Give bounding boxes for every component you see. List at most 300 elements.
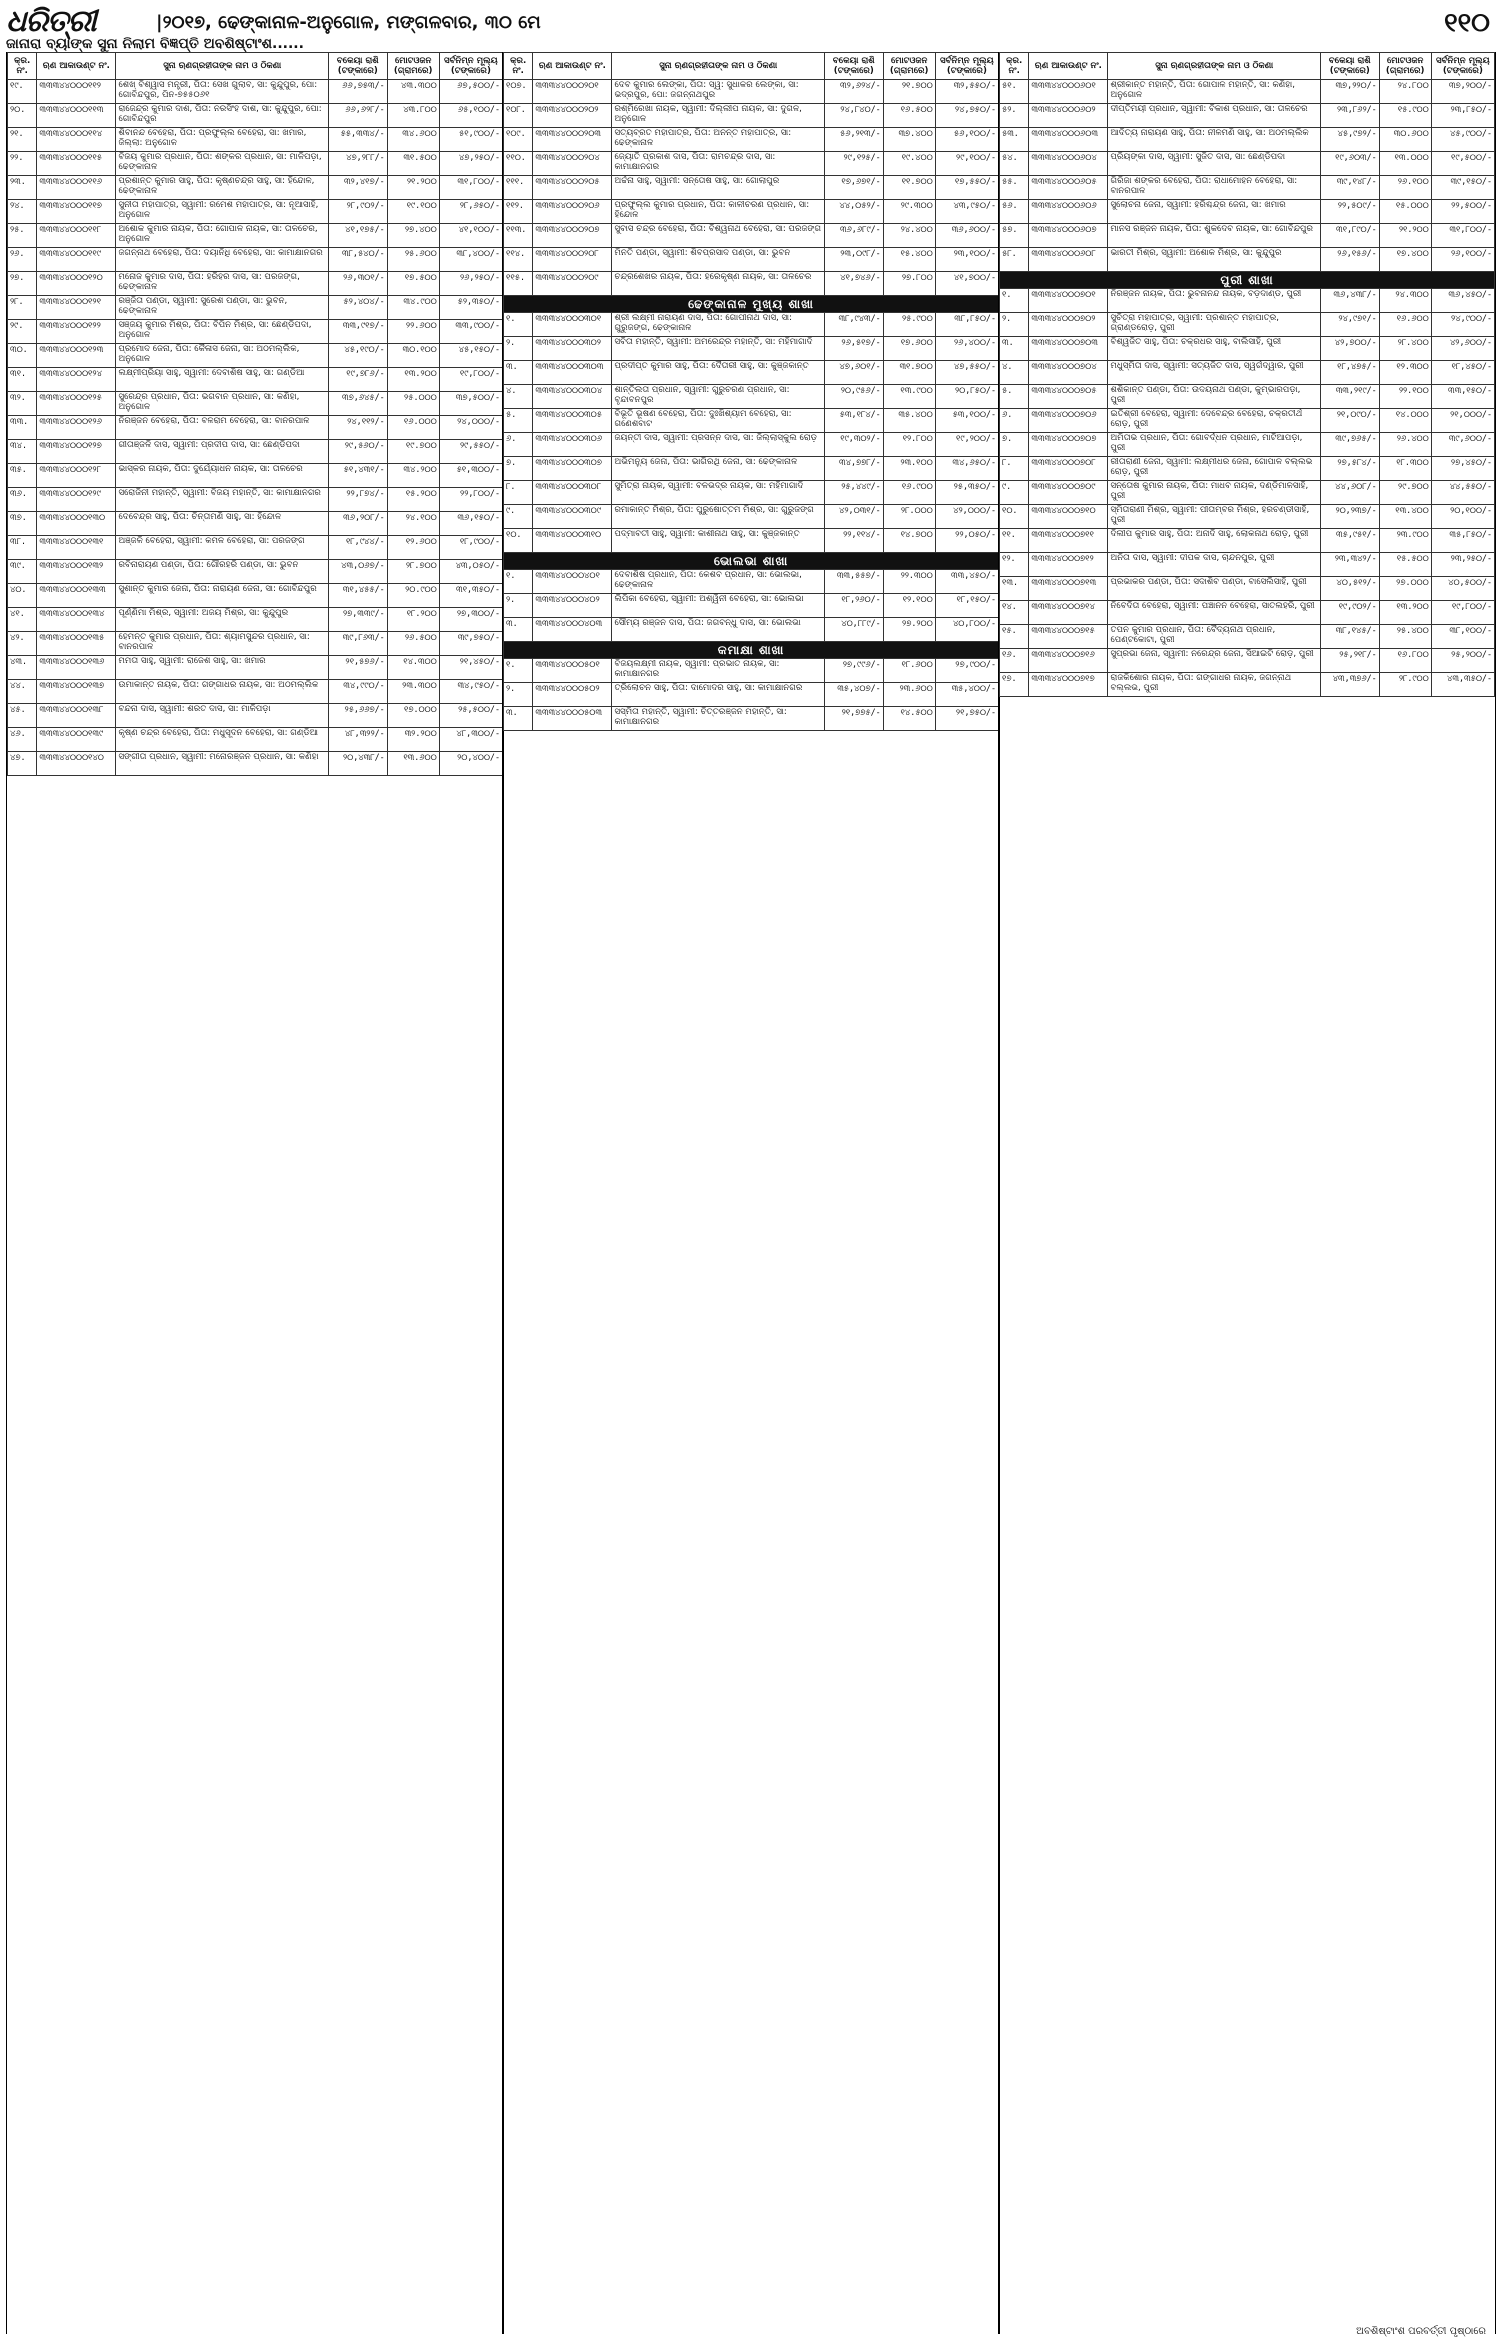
borrower-name-address: ଶ୍ରୀକାନ୍ତ ମହାନ୍ତି, ପିତା: ଗୋପାଳ ମହାନ୍ତି, ସା: କଣିହା, ଅନୁଗୋଳ (1108, 80, 1320, 104)
borrower-name-address: ସସ୍ମିତା ମହାନ୍ତି, ସ୍ୱାମୀ: ଚିତ୍ତରଞ୍ଜନ ମହାନ୍ତି, ସା: କାମାକ୍ଷାନଗର (612, 707, 824, 731)
table-row (1000, 200, 1495, 224)
outstanding-amount: ୩୩,୨୧୯/- (1320, 385, 1379, 409)
reserve-price: ୩୫,୮୫୦/- (1431, 529, 1494, 553)
table-row (8, 584, 503, 608)
loan-account-number: ୩୩୩୪୪୦୦୦୭୧୨ (1029, 553, 1108, 577)
borrower-name-address: ଭାରତୀ ମିଶ୍ର, ସ୍ୱାମୀ: ଅଶୋକ ମିଶ୍ର, ସା: କୁନ୍ଦୁପୁର (1108, 248, 1320, 272)
gold-weight: ୧୩.୦୦୦ (1379, 152, 1431, 176)
reserve-price: ୨୩,୧୦୦/- (935, 248, 998, 272)
outstanding-amount: ୩୪,୭୭୮/- (824, 457, 883, 481)
serial-number: ୩୧. (8, 368, 37, 392)
table-row (1000, 433, 1495, 457)
serial-number: ୧୪. (1000, 601, 1029, 625)
dateline: |୨୦୧୭, ଢେଙ୍କାନାଳ-ଅନୁଗୋଳ, ମଙ୍ଗଳବାର, ୩୦ ମେ (156, 12, 541, 33)
reserve-price: ୩୮,୪୦୦/- (439, 248, 502, 272)
gold-weight: ୧୮.୬୦୦ (883, 659, 935, 683)
gold-weight: ୨୧.୭୦୦ (883, 80, 935, 104)
outstanding-amount: ୧୮,୪୭୫/- (1320, 361, 1379, 385)
borrower-name-address: ଅଭିମନ୍ୟୁ ଜେନା, ପିତା: ଭାଗିରଥି ଜେନା, ସା: ଢେଙ୍କାନାଳ (612, 457, 824, 481)
gold-weight: ୪୩.୩୦୦ (387, 80, 439, 104)
borrower-name-address: ଜଗନ୍ନାଥ ବେହେରା, ପିତା: ଦୟାନିଧି ବେହେରା, ସା: କାମାକ୍ଷାନଗର (116, 248, 328, 272)
outstanding-amount: ୨୫,୨୧୮/- (1320, 649, 1379, 673)
loan-account-number: ୩୩୩୪୪୦୦୦୪୦୩ (533, 618, 612, 642)
loan-account-number: ୩୩୩୪୪୦୦୦୧୨୪ (37, 368, 116, 392)
gold-weight: ୩୨.୨୦୦ (387, 728, 439, 752)
borrower-name-address: ମିନତି ପଣ୍ଡା, ସ୍ୱାମୀ: ଶିବପ୍ରସାଦ ପଣ୍ଡା, ସା: ଭୁବନ (612, 248, 824, 272)
serial-number: ୪୫. (8, 704, 37, 728)
serial-number: ୩୩. (8, 416, 37, 440)
table-row (8, 632, 503, 656)
gold-weight: ୧୭.୪୦୦ (1379, 248, 1431, 272)
loan-account-number: ୩୩୩୪୪୦୦୦୧୩୩ (37, 584, 116, 608)
gold-weight: ୩୭.୪୦୦ (883, 128, 935, 152)
serial-number: ୨୮. (8, 296, 37, 320)
gold-weight: ୨୭.୮୦୦ (883, 272, 935, 296)
gold-weight: ୨୫.୯୦୦ (883, 313, 935, 337)
loan-account-number: ୩୩୩୪୪୦୦୦୧୧୭ (37, 200, 116, 224)
table-row (504, 529, 999, 553)
header-name: ସୁନା ଋଣଗ୍ରହୀତାଙ୍କ ନାମ ଓ ଠିକଣା (612, 53, 824, 80)
reserve-price: ୨୨,୫୦୦/- (1431, 200, 1494, 224)
borrower-name-address: ସତ୍ୟବ୍ରତ ମହାପାତ୍ର, ପିତା: ଅନନ୍ତ ମହାପାତ୍ର, ସା: ଢେଙ୍କାନାଳ (612, 128, 824, 152)
loan-account-number: ୩୩୩୪୪୦୦୦୭୧୩ (1029, 577, 1108, 601)
reserve-price: ୨୪,୦୦୦/- (439, 416, 502, 440)
borrower-name-address: ହେମନ୍ତ କୁମାର ପ୍ରଧାନ, ପିତା: ଶ୍ୟାମସୁନ୍ଦର ପ୍ରଧାନ, ସା: ବାନରପାଳ (116, 632, 328, 656)
reserve-price: ୩୧,୩୫୦/- (439, 584, 502, 608)
outstanding-amount: ୪୫,୧୯୦/- (328, 344, 387, 368)
reserve-price: ୨୬,୧୦୦/- (1431, 248, 1494, 272)
borrower-name-address: ଶ୍ରୀ ଲକ୍ଷ୍ମୀ ନାରାୟଣ ଦାସ, ପିତା: ଗୋପୀନାଥ ଦାସ, ସା: ଗୁରୁଜଙ୍ଗ, ଢେଙ୍କାନାଳ (612, 313, 824, 337)
auction-table-1 (7, 52, 503, 776)
reserve-price: ୨୨,୦୫୦/- (935, 529, 998, 553)
table-row (8, 128, 503, 152)
table-row (8, 200, 503, 224)
serial-number: ୫୪. (1000, 152, 1029, 176)
gold-weight: ୨୭.୪୦୦ (387, 224, 439, 248)
gold-weight: ୨୮.୯୦୦ (1379, 673, 1431, 697)
serial-number: ୧୧୩. (504, 224, 533, 248)
header-name: ସୁନା ଋଣଗ୍ରହୀତାଙ୍କ ନାମ ଓ ଠିକଣା (1108, 53, 1320, 80)
table-header-row (504, 53, 999, 80)
serial-number: ୧୧. (1000, 529, 1029, 553)
outstanding-amount: ୨୦,୨୩୭/- (1320, 505, 1379, 529)
table-row (504, 337, 999, 361)
gold-weight: ୨୫.୪୦୦ (1379, 625, 1431, 649)
gold-weight: ୧୭.୦୦୦ (387, 704, 439, 728)
loan-account-number: ୩୩୩୪୪୦୦୦୧୩୫ (37, 632, 116, 656)
loan-account-number: ୩୩୩୪୪୦୦୦୩୦୧ (533, 313, 612, 337)
reserve-price: ୩୮,୧୦୦/- (1431, 625, 1494, 649)
gold-weight: ୨୬.୧୦୦ (1379, 176, 1431, 200)
loan-account-number: ୩୩୩୪୪୦୦୦୧୩୮ (37, 704, 116, 728)
borrower-name-address: ସୁମିତ୍ରା ନାୟକ, ସ୍ୱାମୀ: ବଳଭଦ୍ର ନାୟକ, ସା: ମହିମାଗାଦି (612, 481, 824, 505)
serial-number: ୧. (504, 659, 533, 683)
table-row (8, 248, 503, 272)
reserve-price: ୨୧,୪୫୦/- (439, 656, 502, 680)
borrower-name-address: ଗିରିଜା ଶଙ୍କର ବେହେରା, ପିତା: ରାଧାମୋହନ ବେହେରା, ସା: ବାନରପାଳ (1108, 176, 1320, 200)
loan-account-number: ୩୩୩୪୪୦୦୦୧୩୨ (37, 560, 116, 584)
serial-number: ୭. (504, 457, 533, 481)
loan-account-number: ୩୩୩୪୪୦୦୦୬୦୫ (1029, 176, 1108, 200)
loan-account-number: ୩୩୩୪୪୦୦୦୧୧୬ (37, 176, 116, 200)
table-row (1000, 176, 1495, 200)
gold-weight: ୧୪.୭୦୦ (883, 529, 935, 553)
table-row (8, 320, 503, 344)
borrower-name-address: ସୁନୀତା ମହାପାତ୍ର, ସ୍ୱାମୀ: ରମେଶ ମହାପାତ୍ର, ସା: ନୂଆସାହି, ଅନୁଗୋଳ (116, 200, 328, 224)
borrower-name-address: ନିବେଦିତା ବେହେରା, ସ୍ୱାମୀ: ପଞ୍ଚାନନ ବେହେରା, ସାତଲହରି, ପୁରୀ (1108, 601, 1320, 625)
reserve-price: ୪୭,୨୫୦/- (439, 152, 502, 176)
serial-number: ୨. (504, 594, 533, 618)
serial-number: ୨୪. (8, 200, 37, 224)
branch-name: ପୁରୀ ଶାଖା (1000, 272, 1495, 289)
gold-weight: ୨୪.୪୦୦ (883, 224, 935, 248)
table-row (1000, 128, 1495, 152)
outstanding-amount: ୪୨,୭୦୦/- (1320, 337, 1379, 361)
serial-number: ୩୫. (8, 464, 37, 488)
borrower-name-address: ଅମିତାଭ ପ୍ରଧାନ, ପିତା: ଗୋବର୍ଦ୍ଧନ ପ୍ରଧାନ, ମାଟିଆପଡ଼ା, ପୁରୀ (1108, 433, 1320, 457)
gold-weight: ୨୩.୧୦୦ (883, 457, 935, 481)
loan-account-number: ୩୩୩୪୪୦୦୦୨୦୭ (533, 224, 612, 248)
gold-weight: ୧୫.୫୦୦ (1379, 553, 1431, 577)
borrower-name-address: ଲକ୍ଷ୍ମୀପ୍ରିୟା ସାହୁ, ସ୍ୱାମୀ: ଦେବାଶିଷ ସାହୁ, ସା: ଗଣ୍ଡିଆ (116, 368, 328, 392)
reserve-price: ୪୩,୯୫୦/- (935, 200, 998, 224)
gold-weight: ୨୭.୨୦୦ (883, 618, 935, 642)
table-row (8, 680, 503, 704)
continued-note: ଅବଶିଷ୍ଟାଂଶ ପରବର୍ତ୍ତୀ ପୃଷ୍ଠାରେ (1356, 2326, 1486, 2337)
table-row (8, 728, 503, 752)
outstanding-amount: ୩୮,୯୪୩/- (824, 313, 883, 337)
gold-weight: ୩୦.୧୦୦ (387, 344, 439, 368)
table-row (1000, 361, 1495, 385)
outstanding-amount: ୨୨,୮୭୪/- (328, 488, 387, 512)
table-row (8, 272, 503, 296)
reserve-price: ୨୦,୪୦୦/- (439, 752, 502, 776)
reserve-price: ୧୭,୫୫୦/- (935, 176, 998, 200)
outstanding-amount: ୧୭,୬୭୧/- (824, 176, 883, 200)
reserve-price: ୩୩,୪୫୦/- (935, 570, 998, 594)
loan-account-number: ୩୩୩୪୪୦୦୦୭୧୬ (1029, 649, 1108, 673)
loan-account-number: ୩୩୩୪୪୦୦୦୭୦୨ (1029, 313, 1108, 337)
outstanding-amount: ୪୭,୬୦୧/- (824, 361, 883, 385)
table-row (1000, 457, 1495, 481)
reserve-price: ୨୫,୩୫୦/- (935, 481, 998, 505)
outstanding-amount: ୩୮,୫୪୦/- (328, 248, 387, 272)
table-row (504, 272, 999, 296)
loan-account-number: ୩୩୩୪୪୦୦୦୫୦୨ (533, 683, 612, 707)
gold-weight: ୧୮.୩୦୦ (1379, 457, 1431, 481)
table-row (8, 80, 503, 104)
outstanding-amount: ୪୩,୩୭୬/- (1320, 673, 1379, 697)
loan-account-number: ୩୩୩୪୪୦୦୦୧୨୨ (37, 320, 116, 344)
reserve-price: ୩୯,୧୫୦/- (1431, 176, 1494, 200)
reserve-price: ୩୧,୮୦୦/- (1431, 224, 1494, 248)
gold-weight: ୧୫.୪୦୦ (883, 248, 935, 272)
outstanding-amount: ୫୬,୨୧୩/- (824, 128, 883, 152)
loan-account-number: ୩୩୩୪୪୦୦୦୧୨୮ (37, 464, 116, 488)
reserve-price: ୩୮,୮୫୦/- (935, 313, 998, 337)
gold-weight: ୩୧.୫୦୦ (387, 152, 439, 176)
gold-weight: ୨୨.୩୦୦ (883, 570, 935, 594)
gold-weight: ୧୫.୦୦୦ (1379, 200, 1431, 224)
loan-account-number: ୩୩୩୪୪୦୦୦୭୦୯ (1029, 481, 1108, 505)
table-row (504, 433, 999, 457)
table-row (8, 440, 503, 464)
borrower-name-address: ଅନିତା ଦାସ, ସ୍ୱାମୀ: ଦୀପକ ଦାସ, ଚାନ୍ଦନପୁର, ପୁରୀ (1108, 553, 1320, 577)
serial-number: ୪୨. (8, 632, 37, 656)
serial-number: ୬. (1000, 409, 1029, 433)
borrower-name-address: ପଦ୍ମାବତୀ ସାହୁ, ସ୍ୱାମୀ: କାଶୀନାଥ ସାହୁ, ସା: କୁଞ୍ଜକାନ୍ତ (612, 529, 824, 553)
reserve-price: ୧୮,୧୫୦/- (935, 594, 998, 618)
table-row (504, 409, 999, 433)
reserve-price: ୫୧,୩୦୦/- (439, 464, 502, 488)
outstanding-amount: ୫୨,୪୦୪/- (328, 296, 387, 320)
reserve-price: ୬୭,୫୦୦/- (439, 80, 502, 104)
loan-account-number: ୩୩୩୪୪୦୦୦୩୦୯ (533, 505, 612, 529)
outstanding-amount: ୩୬,୨୦୮/- (328, 512, 387, 536)
borrower-name-address: ସୌମ୍ୟ ରଞ୍ଜନ ଦାସ, ପିତା: ଜଗବନ୍ଧୁ ଦାସ, ସା: ଭୋଲଭା (612, 618, 824, 642)
borrower-name-address: ଲିପିକା ବେହେରା, ସ୍ୱାମୀ: ଅଶ୍ୱିନୀ ବେହେରା, ସା: ଭୋଲଭା (612, 594, 824, 618)
borrower-name-address: କୃଷ୍ଣ ଚନ୍ଦ୍ର ବେହେରା, ପିତା: ମଧୁସୂଦନ ବେହେରା, ସା: ଗଣ୍ଡିଆ (116, 728, 328, 752)
notice-subheading: ଜାନାରା ବ୍ୟାଙ୍କ ସୁନା ନିଲାମ ବିଜ୍ଞପ୍ତି ଅବଶିଷ୍ଟାଂଶ...... (6, 36, 304, 52)
borrower-name-address: ଉମାକାନ୍ତ ନାୟକ, ପିତା: ଗଙ୍ଗାଧର ନାୟକ, ସା: ଅଠମଲ୍ଲିକ (116, 680, 328, 704)
table-row (504, 248, 999, 272)
table-row (504, 618, 999, 642)
outstanding-amount: ୫୩,୧୮୪/- (824, 409, 883, 433)
gold-weight: ୩୪.୬୦୦ (387, 128, 439, 152)
gold-weight: ୧୨.୩୦୦ (1379, 361, 1431, 385)
reserve-price: ୫୧,୯୦୦/- (439, 128, 502, 152)
gold-weight: ୨୪.୩୦୦ (1379, 289, 1431, 313)
serial-number: ୩. (504, 361, 533, 385)
loan-account-number: ୩୩୩୪୪୦୦୦୧୧୮ (37, 224, 116, 248)
serial-number: ୪୩. (8, 656, 37, 680)
serial-number: ୧୦୮. (504, 104, 533, 128)
gold-weight: ୧୬.୬୦୦ (1379, 313, 1431, 337)
table-row (8, 176, 503, 200)
outstanding-amount: ୩୬,୪୩୮/- (1320, 289, 1379, 313)
loan-account-number: ୩୩୩୪୪୦୦୦୩୦୨ (533, 337, 612, 361)
table-row (8, 536, 503, 560)
loan-account-number: ୩୩୩୪୪୦୦୦୭୦୬ (1029, 409, 1108, 433)
loan-account-number: ୩୩୩୪୪୦୦୦୬୦୧ (1029, 80, 1108, 104)
table-row (504, 683, 999, 707)
outstanding-amount: ୪୨,୦୩୧/- (824, 505, 883, 529)
header-balance: ବକେୟା ରାଶି (ଟଙ୍କାରେ) (1320, 53, 1379, 80)
outstanding-amount: ୨୫,୬୬୭/- (328, 704, 387, 728)
loan-account-number: ୩୩୩୪୪୦୦୦୨୦୧ (533, 80, 612, 104)
gold-weight: ୩୪.୨୦୦ (387, 464, 439, 488)
serial-number: ୬. (504, 433, 533, 457)
reserve-price: ୪୧,୭୦୦/- (935, 272, 998, 296)
serial-number: ୧. (504, 313, 533, 337)
reserve-price: ୩୭,୨୦୦/- (1431, 80, 1494, 104)
serial-number: ୩୬. (8, 488, 37, 512)
gold-weight: ୨୫.୬୦୦ (387, 248, 439, 272)
outstanding-amount: ୨୪,୧୧୨/- (328, 416, 387, 440)
header-reserve: ସର୍ବନିମ୍ନ ମୂଲ୍ୟ (ଟଙ୍କାରେ) (439, 53, 502, 80)
borrower-name-address: ଇତିଶ୍ରୀ ବେହେରା, ସ୍ୱାମୀ: ଦେବେନ୍ଦ୍ର ବେହେରା, ଚକ୍ରତୀର୍ଥ ରୋଡ଼, ପୁରୀ (1108, 409, 1320, 433)
loan-account-number: ୩୩୩୪୪୦୦୦୩୦୭ (533, 457, 612, 481)
serial-number: ୨୫. (8, 224, 37, 248)
table-row (504, 361, 999, 385)
gold-weight: ୨୬.୫୦୦ (387, 632, 439, 656)
reserve-price: ୨୪,୯୦୦/- (1431, 313, 1494, 337)
serial-number: ୧. (504, 570, 533, 594)
borrower-name-address: ଶେଖ୍ ବିଶ୍ୱାସ ମନ୍ତ୍ରୀ, ପିତା: ସେଖ ଗୁଲାବ, ସା: କୁନ୍ଦୁପୁର, ପୋ: ଗୋବିନ୍ଦପୁର, ପିନ-୭୫୫୦୬୧ (116, 80, 328, 104)
serial-number: ୩୮. (8, 536, 37, 560)
loan-account-number: ୩୩୩୪୪୦୦୦୧୨୬ (37, 416, 116, 440)
header-account: ଋଣ ଆକାଉଣ୍ଟ ନଂ. (1029, 53, 1108, 80)
borrower-name-address: ବିଜୟ କୁମାର ପ୍ରଧାନ, ପିତା: ଶଙ୍କର ପ୍ରଧାନ, ସା: ମାଳିପଡ଼ା, ଢେଙ୍କାନାଳ (116, 152, 328, 176)
serial-number: ୨୭. (8, 272, 37, 296)
gold-weight: ୧୯.୧୦୦ (387, 200, 439, 224)
table-row (504, 481, 999, 505)
column-2 (502, 52, 1000, 2334)
outstanding-amount: ୨୩,୦୯୮/- (824, 248, 883, 272)
masthead: ଧରିତ୍ରୀ (6, 4, 96, 39)
table-row (1000, 104, 1495, 128)
borrower-name-address: ସୁଶାନ୍ତ କୁମାର ଜେନା, ପିତା: ନାରାୟଣ ଜେନା, ସା: ଗୋବିନ୍ଦପୁର (116, 584, 328, 608)
header-weight: ମୋଟଓଜନ (ଗ୍ରାମରେ) (387, 53, 439, 80)
reserve-price: ୩୬,୬୦୦/- (935, 224, 998, 248)
serial-number: ୫୩. (1000, 128, 1029, 152)
reserve-price: ୧୯,୮୦୦/- (1431, 601, 1494, 625)
borrower-name-address: ଦେବ କୁମାର ଲେଙ୍କା, ପିତା: ସ୍ୱ: ସୁଧାକର ଲେଙ୍କା, ସା: ଭଦ୍ରପୁର, ପୋ: ଜଗନ୍ନାଥପୁର (612, 80, 824, 104)
serial-number: ୪. (1000, 361, 1029, 385)
serial-number: ୯. (1000, 481, 1029, 505)
reserve-price: ୪୨,୦୦୦/- (935, 505, 998, 529)
loan-account-number: ୩୩୩୪୪୦୦୦୧୪୦ (37, 752, 116, 776)
outstanding-amount: ୧୯,୭୮୬/- (328, 368, 387, 392)
reserve-price: ୨୫,୨୦୦/- (1431, 649, 1494, 673)
reserve-price: ୨୩,୨୫୦/- (1431, 553, 1494, 577)
loan-account-number: ୩୩୩୪୪୦୦୦୬୦୩ (1029, 128, 1108, 152)
reserve-price: ୧୮,୪୫୦/- (1431, 361, 1494, 385)
branch-name: କମାକ୍ଷା ଶାଖା (504, 642, 999, 659)
outstanding-amount: ୩୮,୧୪୫/- (1320, 625, 1379, 649)
loan-account-number: ୩୩୩୪୪୦୦୦୭୦୭ (1029, 433, 1108, 457)
serial-number: ୩୨. (8, 392, 37, 416)
serial-number: ୫୫. (1000, 176, 1029, 200)
gold-weight: ୧୯.୪୦୦ (883, 152, 935, 176)
gold-weight: ୧୬.୫୦୦ (883, 104, 935, 128)
gold-weight: ୧୩.୯୦୦ (883, 385, 935, 409)
gold-weight: ୧୪.୩୦୦ (387, 656, 439, 680)
reserve-price: ୩୪,୯୫୦/- (439, 680, 502, 704)
table-row (8, 656, 503, 680)
gold-weight: ୨୨.୧୦୦ (1379, 385, 1431, 409)
table-row (8, 368, 503, 392)
reserve-price: ୪୨,୬୦୦/- (1431, 337, 1494, 361)
reserve-price: ୪୫,୧୫୦/- (439, 344, 502, 368)
borrower-name-address: ସଞ୍ଜୟ କୁମାର ମିଶ୍ର, ପିତା: ବିପିନ ମିଶ୍ର, ସା: ଛେଣ୍ଡିପଦା, ଅନୁଗୋଳ (116, 320, 328, 344)
outstanding-amount: ୫୧,୪୩୧/- (328, 464, 387, 488)
serial-number: ୧୫. (1000, 625, 1029, 649)
gold-weight: ୨୧.୨୦୦ (387, 176, 439, 200)
borrower-name-address: ବିଭୂତି ଭୂଷଣ ବେହେରା, ପିତା: ଦୁଃଖିଶ୍ୟାମ ବେହେରା, ସା: ଗଣେଶବାଟ (612, 409, 824, 433)
borrower-name-address: ତ୍ରିଲୋଚନ ସାହୁ, ପିତା: ଦାମୋଦର ସାହୁ, ସା: କାମାକ୍ଷାନଗର (612, 683, 824, 707)
auction-table-3 (999, 52, 1495, 697)
auction-table-2 (503, 52, 999, 731)
header-reserve: ସର୍ବନିମ୍ନ ମୂଲ୍ୟ (ଟଙ୍କାରେ) (1431, 53, 1494, 80)
outstanding-amount: ୩୬,୬୮୯/- (824, 224, 883, 248)
table-row (504, 505, 999, 529)
loan-account-number: ୩୩୩୪୪୦୦୦୨୦୬ (533, 200, 612, 224)
gold-weight: ୨୫.୦୦୦ (387, 392, 439, 416)
outstanding-amount: ୨୯,୫୬୦/- (328, 440, 387, 464)
reserve-price: ୩୬,୧୫୦/- (439, 512, 502, 536)
loan-account-number: ୩୩୩୪୪୦୦୦୨୦୩ (533, 128, 612, 152)
borrower-name-address: ପ୍ରଶାନ୍ତ କୁମାର ସାହୁ, ପିତା: କୃଷ୍ଣଚନ୍ଦ୍ର ସାହୁ, ସା: ହିନ୍ଦୋଳ, ଢେଙ୍କାନାଳ (116, 176, 328, 200)
gold-weight: ୧୬.୦୦୦ (387, 416, 439, 440)
reserve-price: ୫୩,୧୦୦/- (935, 409, 998, 433)
reserve-price: ୨୭,୩୦୦/- (439, 608, 502, 632)
serial-number: ୧୧୦. (504, 152, 533, 176)
reserve-price: ୩୧,୮୦୦/- (439, 176, 502, 200)
borrower-name-address: ସବିତା ମହାନ୍ତି, ସ୍ୱାମୀ: ଅମରେନ୍ଦ୍ର ମହାନ୍ତି, ସା: ମହିମାଗାଦି (612, 337, 824, 361)
borrower-name-address: ନିରଞ୍ଜନ ବେହେରା, ପିତା: ବଳରାମ ବେହେରା, ସା: ବାନରପାଳ (116, 416, 328, 440)
outstanding-amount: ୨୧,୭୭୫/- (824, 707, 883, 731)
serial-number: ୫୨. (1000, 104, 1029, 128)
reserve-price: ୪୩,୩୫୦/- (1431, 673, 1494, 697)
borrower-name-address: ସନ୍ତୋଷ କୁମାର ନାୟକ, ପିତା: ମାଧବ ନାୟକ, ଦଣ୍ଡିମାଳସାହି, ପୁରୀ (1108, 481, 1320, 505)
gold-weight: ୨୧.୨୦୦ (1379, 224, 1431, 248)
gold-weight: ୨୬.୪୦୦ (1379, 433, 1431, 457)
table-row (1000, 625, 1495, 649)
serial-number: ୪. (504, 385, 533, 409)
table-row (8, 608, 503, 632)
gold-weight: ୧୨.୮୦୦ (883, 433, 935, 457)
loan-account-number: ୩୩୩୪୪୦୦୦୭୧୫ (1029, 625, 1108, 649)
reserve-price: ୨୧,୭୫୦/- (935, 707, 998, 731)
serial-number: ୧୦୯. (504, 128, 533, 152)
borrower-name-address: ସୁରେନ୍ଦ୍ର ପ୍ରଧାନ, ପିତା: ଭଗବାନ ପ୍ରଧାନ, ସା: କଣିହା, ଅନୁଗୋଳ (116, 392, 328, 416)
borrower-name-address: ଜ୍ୟୋତି ପ୍ରକାଶ ଦାସ, ପିତା: ରାମଚନ୍ଦ୍ର ଦାସ, ସା: କାମାକ୍ଷାନଗର (612, 152, 824, 176)
gold-weight: ୩୧.୭୦୦ (883, 361, 935, 385)
loan-account-number: ୩୩୩୪୪୦୦୦୨୦୫ (533, 176, 612, 200)
outstanding-amount: ୪୩,୦୬୭/- (328, 560, 387, 584)
outstanding-amount: ୧୯,୬୦୩/- (1320, 152, 1379, 176)
table-row (1000, 409, 1495, 433)
reserve-price: ୩୪,୬୫୦/- (935, 457, 998, 481)
table-row (1000, 337, 1495, 361)
column-1 (6, 52, 504, 2334)
reserve-price: ୧୯,୮୦୦/- (439, 368, 502, 392)
gold-weight: ୧୭.୫୦୦ (387, 272, 439, 296)
table-row (8, 152, 503, 176)
gold-weight: ୪୩.୮୦୦ (387, 104, 439, 128)
outstanding-amount: ୪୪,୬୦୮/- (1320, 481, 1379, 505)
loan-account-number: ୩୩୩୪୪୦୦୦୧୧୩ (37, 104, 116, 128)
serial-number: ୩. (504, 618, 533, 642)
borrower-name-address: ଦୀପ୍ତିମୟୀ ପ୍ରଧାନ, ସ୍ୱାମୀ: ବିକାଶ ପ୍ରଧାନ, ସା: ତାଳଚେର (1108, 104, 1320, 128)
reserve-price: ୩୯,୬୦୦/- (1431, 433, 1494, 457)
serial-number: ୩୯. (8, 560, 37, 584)
reserve-price: ୪୪,୫୫୦/- (1431, 481, 1494, 505)
borrower-name-address: ରୀତାରାଣୀ ଜେନା, ସ୍ୱାମୀ: ଲକ୍ଷ୍ମୀଧର ଜେନା, ଗୋପାଳ ବଲ୍ଲଭ ରୋଡ଼, ପୁରୀ (1108, 457, 1320, 481)
serial-number: ୨. (1000, 313, 1029, 337)
outstanding-amount: ୬୬,୬୨୮/- (328, 104, 387, 128)
loan-account-number: ୩୩୩୪୪୦୦୦୭୦୪ (1029, 361, 1108, 385)
borrower-name-address: ବିଶ୍ୱଜିତ ସାହୁ, ପିତା: ଚକ୍ରଧର ସାହୁ, ବାଲିସାହି, ପୁରୀ (1108, 337, 1320, 361)
serial-number: ୨୧. (8, 128, 37, 152)
loan-account-number: ୩୩୩୪୪୦୦୦୬୦୪ (1029, 152, 1108, 176)
outstanding-amount: ୨୫,୪୪୯/- (824, 481, 883, 505)
table-row (8, 224, 503, 248)
outstanding-amount: ୩୭,୨୨୦/- (1320, 80, 1379, 104)
table-row (504, 152, 999, 176)
reserve-price: ୩୯,୭୫୦/- (439, 632, 502, 656)
